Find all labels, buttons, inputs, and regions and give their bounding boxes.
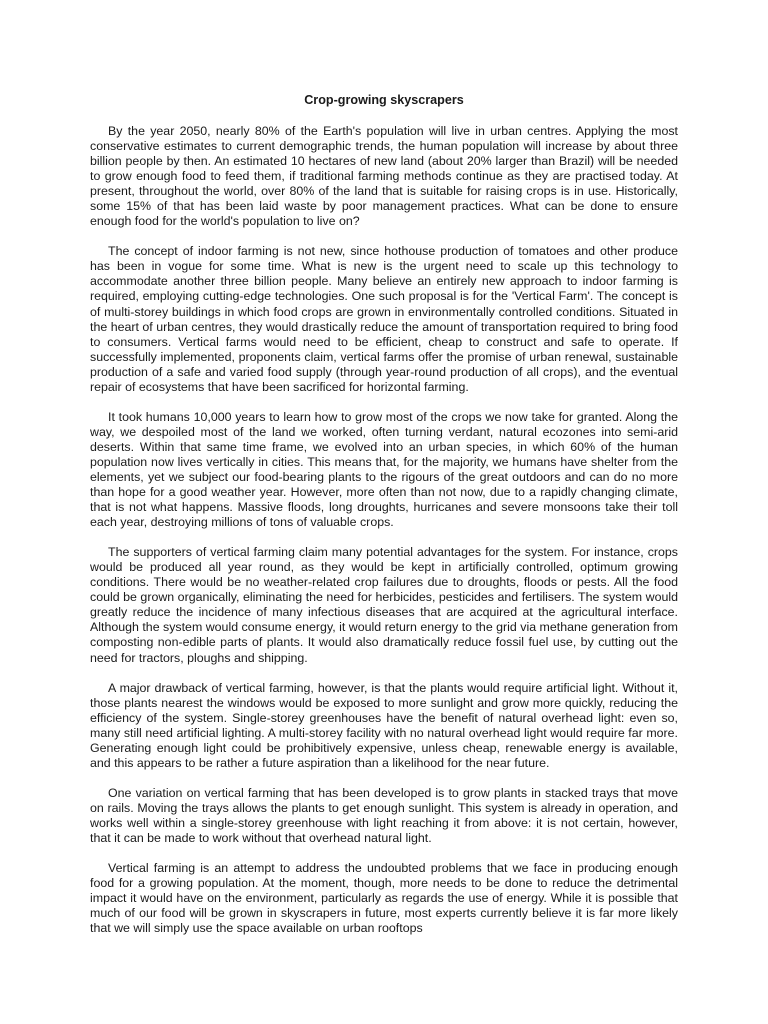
paragraph-3: It took humans 10,000 years to learn how to grow most of the crops we now take for granted. Along the way, we despoiled most of the land we worked, often turning verdant, natural ecozones into semi-arid deserts. Within that same time frame, we evolved into an urban species, in which 60% of the human population now lives vertically in cities. This means that, for the majority, we humans have shelter from the elements, yet we subject our food-bearing plants to the rigours of the great outdoors and can do no more than hope for a good weather year. However, more often than not now, due to a rapidly changing climate, that is not what happens. Massive floods, long droughts, hurricanes and severe monsoons take their toll each year, destroying millions of tons of valuable crops. <box>90 409 678 530</box>
document-title: Crop-growing skyscrapers <box>304 93 464 107</box>
document-page <box>90 92 678 951</box>
paragraph-7: Vertical farming is an attempt to address the undoubted problems that we face in producing enough food for a growing population. At the moment, though, more needs to be done to reduce the detrimental impact it would have on the environment, particularly as regards the use of energy. While it is possible that much of our food will be grown in skyscrapers in future, most experts currently believe it is far more likely that we will simply use the space available on urban rooftops <box>90 861 678 936</box>
paragraph-6: One variation on vertical farming that has been developed is to grow plants in stacked trays that move on rails. Moving the trays allows the plants to get enough sunlight. This system is already in operation, and works well within a single-storey greenhouse with light reaching it from above: it is not certain, however, that it can be made to work without that overhead natural light. <box>90 785 678 845</box>
paragraph-5: A major drawback of vertical farming, however, is that the plants would require artificial light. Without it, those plants nearest the windows would be exposed to more sunlight and grow more quickly, reducing the efficiency of the system. Single-storey greenhouses have the benefit of natural overhead light: even so, many still need artificial lighting. A multi-storey facility with no natural overhead light would require far more. Generating enough light could be prohibitively expensive, unless cheap, renewable energy is available, and this appears to be rather a future aspiration than a likelihood for the near future. <box>90 680 678 770</box>
paragraph-4: The supporters of vertical farming claim many potential advantages for the system. For instance, crops would be produced all year round, as they would be kept in artificially controlled, optimum growing conditions. There would be no weather-related crop failures due to droughts, floods or pests. All the food could be grown organically, eliminating the need for herbicides, pesticides and fertilisers. The system would greatly reduce the incidence of many infectious diseases that are acquired at the agricultural interface. Although the system would consume energy, it would return energy to the grid via methane generation from composting non-edible parts of plants. It would also dramatically reduce fossil fuel use, by cutting out the need for tractors, ploughs and shipping. <box>90 545 678 665</box>
paragraph-1: By the year 2050, nearly 80% of the Earth's population will live in urban centres. Applying the most conservative estimates to current demographic trends, the human population will increase by about three billion people by then. An estimated 10 hectares of new land (about 20% larger than Brazil) will be needed to grow enough food to feed them, if traditional farming methods continue as they are practised today. At present, throughout the world, over 80% of the land that is suitable for raising crops is in use. Historically, some 15% of that has been laid waste by poor management practices. What can be done to ensure enough food for the world's population to live on? <box>90 124 678 229</box>
paragraph-2: The concept of indoor farming is not new, since hothouse production of tomatoes and other produce has been in vogue for some time. What is new is the urgent need to scale up this technology to accommodate another three billion people. Many believe an entirely new approach to indoor farming is required, employing cutting-edge technologies. One such proposal is for the 'Vertical Farm'. The concept is of multi-storey buildings in which food crops are grown in environmentally controlled conditions. Situated in the heart of urban centres, they would drastically reduce the amount of transportation required to bring food to consumers. Vertical farms would need to be efficient, cheap to construct and safe to operate. If successfully implemented, proponents claim, vertical farms offer the promise of urban renewal, sustainable production of a safe and varied food supply (through year-round production of all crops), and the eventual repair of ecosystems that have been sacrificed for horizontal farming. <box>90 244 678 394</box>
